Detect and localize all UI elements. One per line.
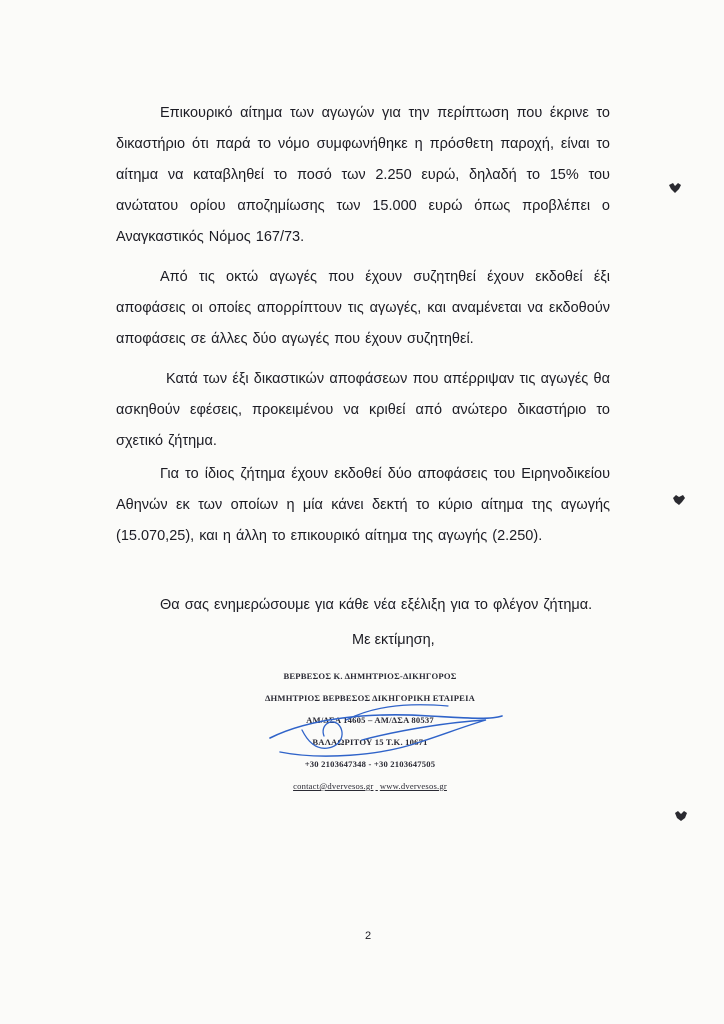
stamp-contact: [252, 775, 488, 797]
paragraph-text: Κατά των έξι δικαστικών αποφάσεων που απέρριψαν τις αγωγές θα ασκηθούν εφέσεις, προκειμένου να κριθεί από ανώτερο δικαστήριο το σχετικό ζήτημα.: [116, 371, 610, 449]
paragraph-updates: [116, 590, 610, 621]
stamp-email: contact@dvervesos.gr: [293, 781, 374, 791]
law-firm-stamp: [252, 665, 488, 797]
paragraph-text: Επικουρικό αίτημα των αγωγών για την περίπτωση που έκρινε το δικαστήριο ότι παρά το νόμο συμφωνήθηκε η πρόσθετη παροχή, είναι το αίτημα να καταβληθεί το ποσό των 2.250 ευρώ, δηλαδή το 15% του ανώτατου ορίου αποζημίωσης των 15.000 ευρώ όπως προβλέπει ο Αναγκαστικός Νόμος 167/73.: [116, 105, 610, 245]
stamp-website: www.dvervesos.gr: [379, 781, 447, 791]
stamp-address: ΒΑΛΑΩΡΙΤΟΥ 15 Τ.Κ. 10671: [312, 737, 428, 747]
paragraph-appeals: [116, 364, 610, 457]
paragraph-text: Από τις οκτώ αγωγές που έχουν συζητηθεί έχουν εκδοθεί έξι αποφάσεις οι οποίες απορρίπτουν τις αγωγές, και αναμένεται να εκδοθούν αποφάσεις σε άλλες δύο αγωγές που έχουν συζητηθεί.: [116, 269, 610, 347]
punch-hole-mark-icon: [672, 494, 686, 506]
stamp-firm-name: ΔΗΜΗΤΡΙΟΣ ΒΕΡΒΕΣΟΣ ΔΙΚΗΓΟΡΙΚΗ ΕΤΑΙΡΕΙΑ: [264, 693, 476, 703]
page-number: 2: [364, 930, 372, 942]
paragraph-court-decisions: [116, 459, 610, 552]
stamp-registration-numbers: ΑΜ/ΔΣΑ 14605 – ΑΜ/ΔΣΑ 80537: [306, 715, 434, 725]
paragraph-lawsuits-status: [116, 262, 610, 355]
stamp-phones: +30 2103647348 - +30 2103647505: [304, 759, 436, 769]
closing-salutation: Με εκτίμηση,: [352, 632, 435, 648]
punch-hole-mark-icon: [668, 182, 682, 194]
punch-hole-mark-icon: [674, 810, 688, 822]
paragraph-auxiliary-claim: [116, 98, 610, 253]
paragraph-text: Θα σας ενημερώσουμε για κάθε νέα εξέλιξη για το φλέγον ζήτημα.: [160, 597, 593, 613]
paragraph-text: Για το ίδιος ζήτημα έχουν εκδοθεί δύο αποφάσεις του Ειρηνοδικείου Αθηνών εκ των οποίων η μία κάνει δεκτή το κύριο αίτημα της αγωγής (15.070,25), και η άλλη το επικουρικό αίτημα της αγωγής (2.250).: [116, 466, 610, 544]
stamp-lawyer-name: ΒΕΡΒΕΣΟΣ Κ. ΔΗΜΗΤΡΙΟΣ-ΔΙΚΗΓΟΡΟΣ: [283, 671, 457, 681]
